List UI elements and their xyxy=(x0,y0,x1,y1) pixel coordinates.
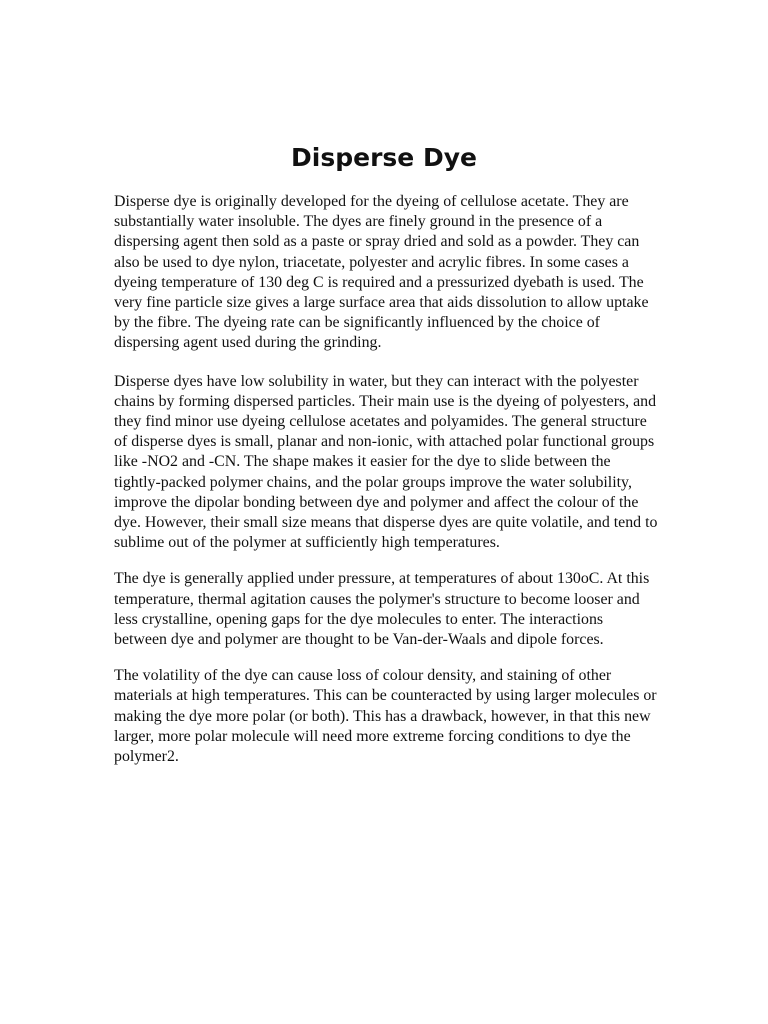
paragraph-intro: Disperse dye is originally developed for the dyeing of cellulose acetate. They are substantially water insoluble. The dyes are finely ground in the presence of a dispersing agent then sold as a paste or spray dried and sold as a powder. They can also be used to dye nylon, triacetate, polyester and acrylic fibres. In some cases a dyeing temperature of 130 deg C is required and a pressurized dyebath is used. The very fine particle size gives a large surface area that aids dissolution to allow uptake by the fibre. The dyeing rate can be significantly influenced by the choice of dispersing agent used during the grinding. xyxy=(114,193,649,352)
document-body xyxy=(114,192,659,767)
paragraph-volatility: The volatility of the dye can cause loss of colour density, and staining of other materials at high temperatures. This can be counteracted by using larger molecules or making the dye more polar (or both). This has a drawback, however, in that this new larger, more polar molecule will need more extreme forcing conditions to dye the polymer2. xyxy=(114,667,657,766)
paragraph-application: The dye is generally applied under pressure, at temperatures of about 130oC. At this temperature, thermal agitation causes the polymer's structure to become looser and less crystalline, opening gaps for the dye molecules to enter. The interactions between dye and polymer are thought to be Van-der-Waals and dipole forces. xyxy=(114,570,650,649)
page-title: Disperse Dye xyxy=(291,143,477,172)
paragraph-solubility: Disperse dyes have low solubility in water, but they can interact with the polyester chains by forming dispersed particles. Their main use is the dyeing of polyesters, and they find minor use dyeing cellulose acetates and polyamides. The general structure of disperse dyes is small, planar and non-ionic, with attached polar functional groups like -NO2 and -CN. The shape makes it easier for the dye to slide between the tightly-packed polymer chains, and the polar groups improve the water solubility, improve the dipolar bonding between dye and polymer and affect the colour of the dye. However, their small size means that disperse dyes are quite volatile, and tend to sublime out of the polymer at sufficiently high temperatures. xyxy=(114,372,658,552)
